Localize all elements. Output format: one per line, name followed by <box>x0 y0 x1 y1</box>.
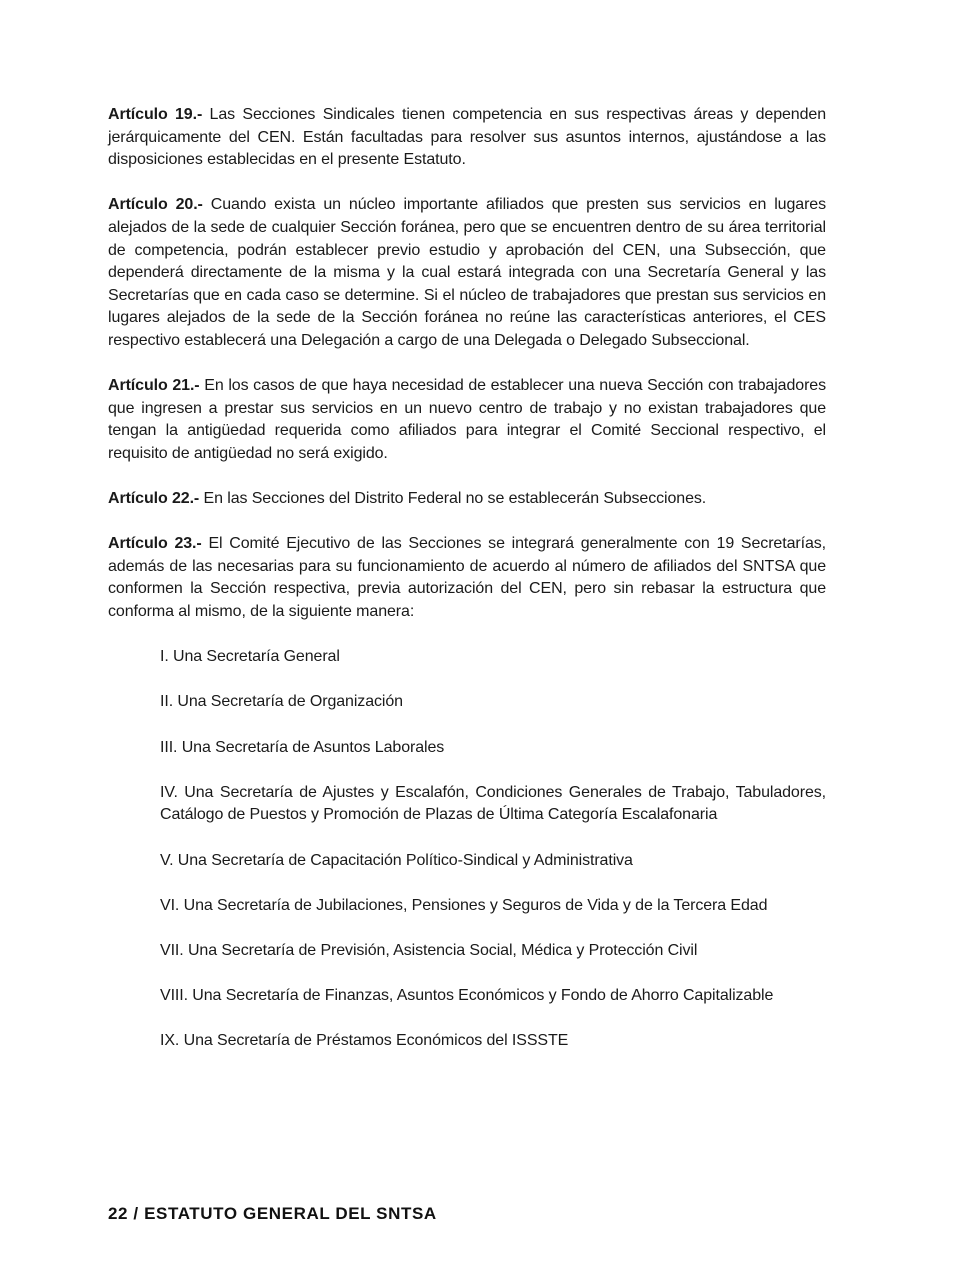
article-23 <box>108 533 826 623</box>
page-body <box>108 104 826 1076</box>
article-20 <box>108 194 826 352</box>
article-label: Artículo 23.- <box>108 535 202 553</box>
article-label: Artículo 21.- <box>108 377 200 395</box>
article-label: Artículo 20.- <box>108 196 203 214</box>
page-number: 22 <box>108 1204 129 1223</box>
article-text: En los casos de que haya necesidad de establecer una nueva Sección con trabajadores que ingresen a prestar sus servicios en un nuevo centro de trabajo y no existan trabajadores que tengan la antigüedad requerida como afiliados para integrar el Comité Seccional respectivo, el requisito de antigüedad no será exigido. <box>108 377 826 462</box>
article-label: Artículo 19.- <box>108 106 203 123</box>
article-text: En las Secciones del Distrito Federal no se establecerán Subsecciones. <box>199 490 707 508</box>
footer-separator: / <box>128 1204 145 1223</box>
document-title: ESTATUTO GENERAL DEL SNTSA <box>144 1204 437 1223</box>
article-text: Cuando exista un núcleo importante afiliados que presten sus servicios en lugares alejados de la sede de cualquier Sección foránea, pero que se encuentren dentro de su área territorial de competencia, podrán establecer previo estudio y aprobación del CEN, una Subsección, que dependerá directamente de la misma y la cual estará integrada con una Secretaría General y las Secretarías que en cada caso se determine. Si el núcleo de trabajadores que prestan sus servicios en lugares alejados de la sede de la Sección foránea no reúne las características anteriores, el CES respectivo establecerá una Delegación a cargo de una Delegada o Delegado Subseccional. <box>108 196 826 349</box>
list-item: VI. Una Secretaría de Jubilaciones, Pensiones y Seguros de Vida y de la Tercera Edad <box>160 896 768 914</box>
list-item: VIII. Una Secretaría de Finanzas, Asuntos Económicos y Fondo de Ahorro Capitalizable <box>160 987 774 1005</box>
list-item: V. Una Secretaría de Capacitación Político-Sindical y Administrativa <box>160 851 633 869</box>
list-item: VII. Una Secretaría de Previsión, Asistencia Social, Médica y Protección Civil <box>160 941 698 959</box>
list-item: II. Una Secretaría de Organización <box>160 693 403 711</box>
article-21 <box>108 375 826 465</box>
list-item: IV. Una Secretaría de Ajustes y Escalafón, Condiciones Generales de Trabajo, Tabuladores, Catálogo de Puestos y Promoción de Plazas de Última Categoría Escalafonaria <box>160 783 826 824</box>
article-22 <box>108 488 826 511</box>
page-footer <box>108 1204 437 1224</box>
list-item: IX. Una Secretaría de Préstamos Económicos del ISSSTE <box>160 1032 569 1050</box>
list-item: III. Una Secretaría de Asuntos Laborales <box>160 738 445 756</box>
article-text: Las Secciones Sindicales tienen competencia en sus respectivas áreas y dependen jerárquicamente del CEN. Están facultadas para resolver sus asuntos internos, ajustándose a las disposiciones establecidas en el presente Estatuto. <box>108 106 826 169</box>
list-item: I. Una Secretaría General <box>160 648 340 666</box>
article-19 <box>108 104 826 172</box>
article-text: El Comité Ejecutivo de las Secciones se integrará generalmente con 19 Secretarías, además de las necesarias para su funcionamiento de acuerdo al número de afiliados del SNTSA que conformen la Sección respectiva, previa autorización del CEN, pero sin rebasar la estructura que conforma al mismo, de la siguiente manera: <box>108 535 826 621</box>
article-label: Artículo 22.- <box>108 490 200 508</box>
